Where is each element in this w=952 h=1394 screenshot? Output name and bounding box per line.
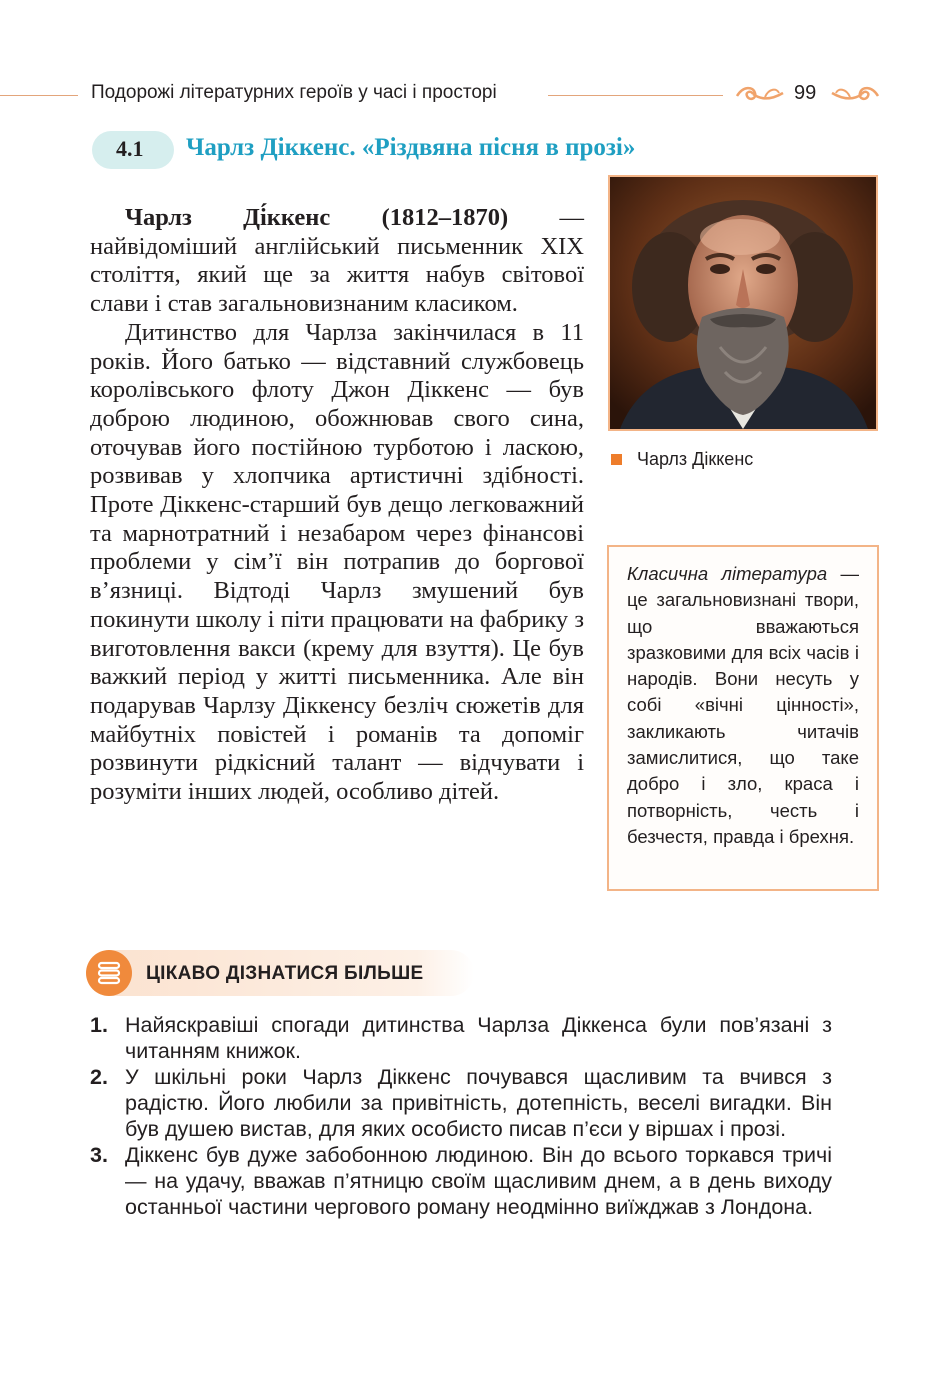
section-title: Чарлз Діккенс. «Різдвяна пісня в прозі»: [186, 134, 636, 161]
paragraph-1: [90, 204, 584, 319]
interesting-title: ЦІКАВО ДІЗНАТИСЯ БІЛЬШЕ: [146, 963, 424, 984]
definition-body: — це загальновизнані твори, що вважаються зразковими для всіх часів і народів. Вони несуть у собі «вічні цінності», закликають читачів замислитися, що таке добро і зло, краса і потворність, честь і безчестя, правда і брехня.: [627, 563, 859, 847]
header-rule-right: [548, 95, 723, 96]
running-title: Подорожі літературних героїв у часі і просторі: [91, 82, 497, 103]
header-rule-left: [0, 95, 78, 96]
list-item-number: 2.: [90, 1065, 108, 1089]
definition-text: [627, 561, 859, 850]
list-item: [90, 1012, 832, 1064]
list-item-text: Найяскравіші спогади дитинства Чарлза Діккенса були пов’язані з читанням книжок.: [125, 1013, 832, 1063]
list-item: [90, 1064, 832, 1142]
definition-term: Класична література: [627, 563, 828, 584]
page-number: 99: [794, 82, 817, 104]
portrait-image: [608, 175, 878, 431]
left-ornament-icon: [735, 84, 785, 104]
list-item: [90, 1142, 832, 1220]
main-text: [90, 204, 584, 807]
caption-marker: [611, 454, 622, 465]
list-item-text: У шкільні роки Чарлз Діккенс почувався щасливим та вчився з радістю. Його любили за привітність, дотепність, веселі вигадки. Він був душею вистав, для яких особисто писав п’єси у віршах і прозі.: [125, 1065, 832, 1141]
right-ornament-icon: [830, 84, 880, 104]
list-item-number: 1.: [90, 1013, 108, 1037]
list-icon: [95, 959, 123, 987]
portrait-caption: Чарлз Діккенс: [637, 449, 754, 469]
paragraph-1-text: — найвідоміший англійський письменник XIX століття, який ще за життя набув світової слави і став загальновизнаним класиком.: [90, 204, 584, 318]
list-item-text: Діккенс був дуже забобонною людиною. Він до всього торкався тричі — на удачу, вважав п’ятницю своїм щасливим днем, а в день виходу останньої частини чергового роману неодмінно виїжджав з Лондона.: [125, 1143, 832, 1219]
list-item-number: 3.: [90, 1143, 108, 1167]
author-name-dates: Чарлз Ді́ккенс (1812–1870): [125, 204, 509, 231]
section-number: 4.1: [116, 136, 144, 161]
facts-list: [90, 1012, 832, 1220]
paragraph-2: Дитинство для Чарлза закінчилася в 11 років. Його батько — відставний службовець королівського флоту Джон Діккенс — був доброю людиною, обожнював свого сина, оточував його постійною турботою і ласкою, розвивав у хлопчика артистичні здібності. Проте Діккенс-старший був дещо легковажний та марнотратний і незабаром через фінансові проблеми у сім’ї він потрапив до боргової в’язниці. Відтоді Чарлз змушений був покинути школу і піти працювати на фабрику з виготовлення вакси (крему для взуття). Це був важкий період у житті письменника. Але він подарував Чарлзу Діккенсу безліч сюжетів для майбутніх повістей і романів та допоміг розвинути рідкісний талант — відчувати і розуміти інших людей, особливо дітей.: [90, 318, 584, 806]
